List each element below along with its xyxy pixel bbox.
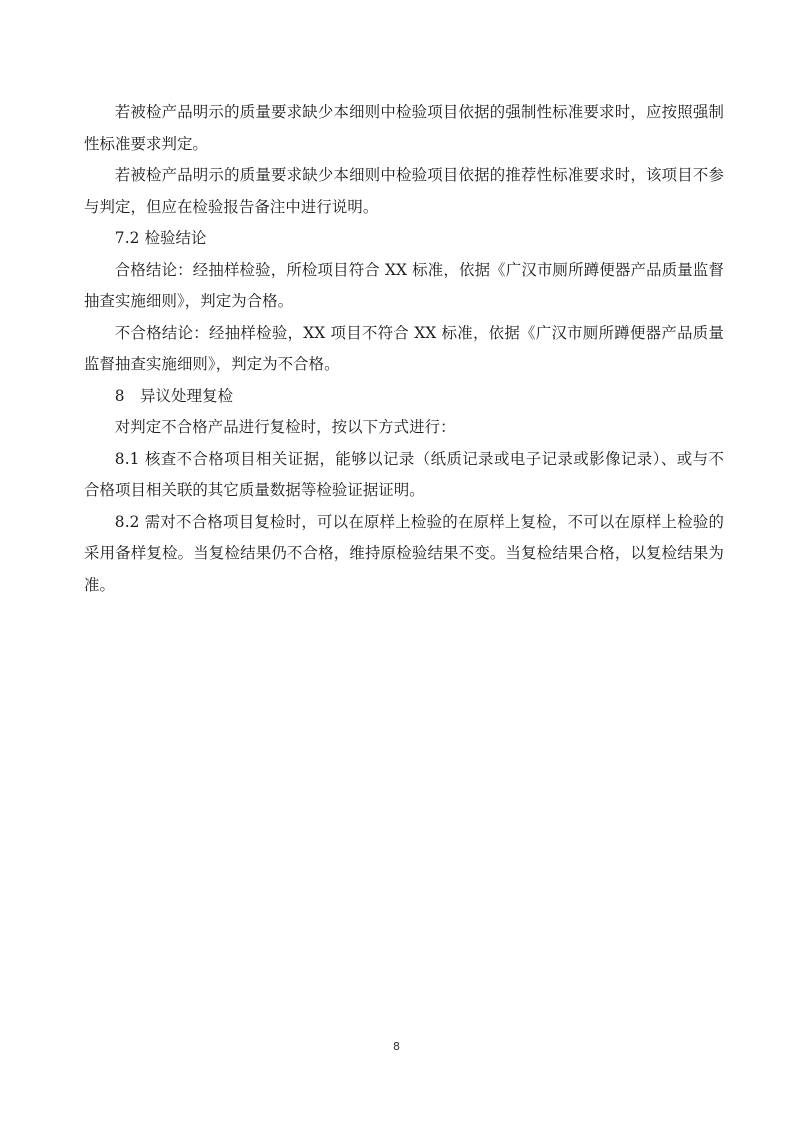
paragraph-8-2: 8.2 需对不合格项目复检时，可以在原样上检验的在原样上复检，不可以在原样上检验的采用备样复检。当复检结果仍不合格，维持原检验结果不变。当复检结果合格，以复检结果为准。 [84, 512, 724, 594]
section-heading-8: 8 异议处理复检 [114, 386, 234, 405]
paragraph-fail-conclusion: 不合格结论：经抽样检验，XX 项目不符合 XX 标准，依据《广汉市厕所蹲便器产品质量监督抽查实施细则》，判定为不合格。 [84, 323, 724, 373]
paragraph-8-1: 8.1 核查不合格项目相关证据，能够以记录（纸质记录或电子记录或影像记录）、或与不合格项目相关联的其它质量数据等检验证据证明。 [84, 449, 724, 499]
paragraph-mandatory-standard: 若被检产品明示的质量要求缺少本细则中检验项目依据的强制性标准要求时，应按照强制性标准要求判定。 [84, 103, 724, 153]
document-body [84, 97, 724, 601]
section-heading-7-2: 7.2 检验结论 [114, 229, 207, 247]
paragraph-recommended-standard: 若被检产品明示的质量要求缺少本细则中检验项目依据的推荐性标准要求时，该项目不参与判定，但应在检验报告备注中进行说明。 [84, 166, 724, 216]
paragraph-pass-conclusion: 合格结论：经抽样检验，所检项目符合 XX 标准，依据《广汉市厕所蹲便器产品质量监督抽查实施细则》，判定为合格。 [84, 260, 724, 310]
paragraph-reinspection-intro: 对判定不合格产品进行复检时，按以下方式进行： [114, 418, 456, 436]
page-number: 8 [393, 1040, 400, 1053]
